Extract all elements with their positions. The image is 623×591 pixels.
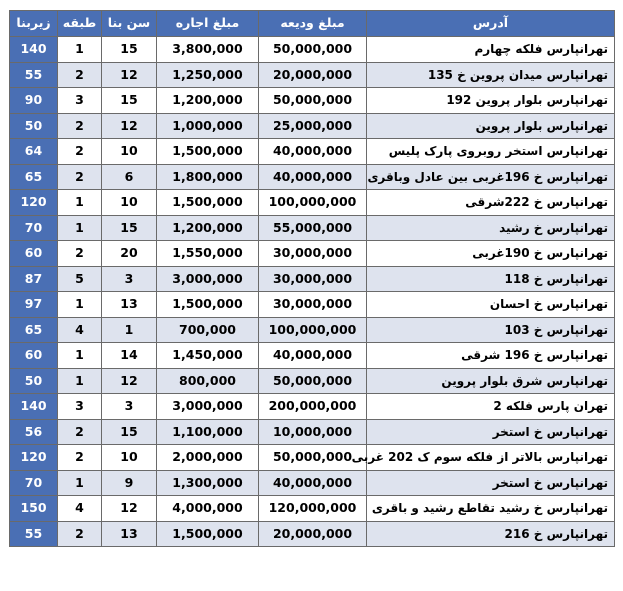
cell-age: 20 [102, 241, 157, 267]
cell-area: 87 [10, 266, 58, 292]
cell-deposit: 25,000,000 [259, 113, 367, 139]
cell-rent: 1,100,000 [157, 419, 259, 445]
cell-address: تهرانپارس خ رشید تقاطع رشید و باقری [367, 496, 615, 522]
cell-floor: 2 [58, 419, 102, 445]
table-row [10, 215, 615, 241]
table-row [10, 368, 615, 394]
cell-floor: 2 [58, 241, 102, 267]
cell-deposit: 100,000,000 [259, 317, 367, 343]
cell-address: تهرانپارس خ 196غربی بین عادل وباقری [367, 164, 615, 190]
cell-rent: 3,800,000 [157, 37, 259, 63]
cell-area: 55 [10, 62, 58, 88]
table-row [10, 496, 615, 522]
cell-area: 64 [10, 139, 58, 165]
cell-address: تهرانپارس خ 190غربی [367, 241, 615, 267]
cell-rent: 1,250,000 [157, 62, 259, 88]
cell-rent: 1,800,000 [157, 164, 259, 190]
cell-area: 140 [10, 394, 58, 420]
cell-rent: 700,000 [157, 317, 259, 343]
cell-area: 120 [10, 190, 58, 216]
cell-rent: 1,200,000 [157, 215, 259, 241]
cell-floor: 2 [58, 62, 102, 88]
header-rent: مبلغ اجاره [157, 11, 259, 37]
header-deposit: مبلغ ودیعه [259, 11, 367, 37]
cell-age: 10 [102, 139, 157, 165]
cell-area: 50 [10, 368, 58, 394]
cell-floor: 1 [58, 470, 102, 496]
cell-age: 1 [102, 317, 157, 343]
cell-rent: 1,200,000 [157, 88, 259, 114]
cell-area: 70 [10, 470, 58, 496]
cell-area: 50 [10, 113, 58, 139]
cell-deposit: 50,000,000 [259, 445, 367, 471]
cell-address: تهران پارس فلکه 2 [367, 394, 615, 420]
cell-address: تهرانپارس خ احسان [367, 292, 615, 318]
table-row [10, 292, 615, 318]
cell-address: تهرانپارس فلکه چهارم [367, 37, 615, 63]
cell-rent: 1,300,000 [157, 470, 259, 496]
cell-age: 10 [102, 190, 157, 216]
listing-table-container [9, 10, 614, 547]
cell-area: 55 [10, 521, 58, 547]
cell-rent: 1,500,000 [157, 190, 259, 216]
cell-rent: 1,550,000 [157, 241, 259, 267]
cell-rent: 2,000,000 [157, 445, 259, 471]
cell-floor: 2 [58, 164, 102, 190]
cell-area: 65 [10, 317, 58, 343]
cell-deposit: 20,000,000 [259, 521, 367, 547]
cell-age: 12 [102, 368, 157, 394]
cell-age: 13 [102, 521, 157, 547]
cell-floor: 2 [58, 521, 102, 547]
cell-area: 60 [10, 343, 58, 369]
cell-deposit: 120,000,000 [259, 496, 367, 522]
table-row [10, 521, 615, 547]
cell-area: 140 [10, 37, 58, 63]
cell-age: 12 [102, 62, 157, 88]
cell-age: 9 [102, 470, 157, 496]
table-row [10, 241, 615, 267]
cell-address: تهرانپارس خ 222شرقی [367, 190, 615, 216]
cell-deposit: 50,000,000 [259, 368, 367, 394]
cell-address: تهرانپارس خ استخر [367, 419, 615, 445]
cell-age: 6 [102, 164, 157, 190]
table-row [10, 88, 615, 114]
rental-listings-table [9, 10, 615, 547]
table-row [10, 266, 615, 292]
cell-floor: 1 [58, 37, 102, 63]
cell-deposit: 30,000,000 [259, 241, 367, 267]
cell-area: 90 [10, 88, 58, 114]
cell-age: 10 [102, 445, 157, 471]
cell-rent: 1,000,000 [157, 113, 259, 139]
cell-age: 12 [102, 496, 157, 522]
cell-address: تهرانپارس خ رشید [367, 215, 615, 241]
header-address: آدرس [367, 11, 615, 37]
cell-deposit: 40,000,000 [259, 343, 367, 369]
cell-age: 3 [102, 266, 157, 292]
cell-deposit: 55,000,000 [259, 215, 367, 241]
cell-address: تهرانپارس شرق بلوار پروین [367, 368, 615, 394]
table-row [10, 139, 615, 165]
cell-floor: 1 [58, 215, 102, 241]
cell-rent: 800,000 [157, 368, 259, 394]
table-row [10, 62, 615, 88]
cell-floor: 2 [58, 113, 102, 139]
cell-age: 15 [102, 88, 157, 114]
table-row [10, 113, 615, 139]
cell-floor: 4 [58, 317, 102, 343]
cell-address: تهرانپارس بلوار پروین [367, 113, 615, 139]
cell-deposit: 10,000,000 [259, 419, 367, 445]
cell-floor: 1 [58, 292, 102, 318]
cell-deposit: 40,000,000 [259, 164, 367, 190]
cell-age: 12 [102, 113, 157, 139]
header-age: سن بنا [102, 11, 157, 37]
cell-address: تهرانپارس بلوار پروین 192 [367, 88, 615, 114]
cell-floor: 2 [58, 139, 102, 165]
cell-age: 3 [102, 394, 157, 420]
cell-address: تهرانپارس استخر روبروی پارک پلیس [367, 139, 615, 165]
cell-age: 13 [102, 292, 157, 318]
table-row [10, 190, 615, 216]
cell-area: 65 [10, 164, 58, 190]
table-row [10, 343, 615, 369]
cell-floor: 3 [58, 88, 102, 114]
cell-floor: 5 [58, 266, 102, 292]
table-row [10, 419, 615, 445]
cell-floor: 3 [58, 394, 102, 420]
cell-deposit: 30,000,000 [259, 292, 367, 318]
cell-area: 70 [10, 215, 58, 241]
cell-rent: 1,500,000 [157, 521, 259, 547]
cell-address: تهرانپارس خ 118 [367, 266, 615, 292]
cell-deposit: 40,000,000 [259, 470, 367, 496]
cell-age: 15 [102, 419, 157, 445]
cell-deposit: 30,000,000 [259, 266, 367, 292]
cell-age: 14 [102, 343, 157, 369]
cell-area: 60 [10, 241, 58, 267]
cell-rent: 3,000,000 [157, 394, 259, 420]
cell-floor: 1 [58, 190, 102, 216]
cell-address: تهرانپارس خ 103 [367, 317, 615, 343]
header-floor: طبقه [58, 11, 102, 37]
cell-area: 120 [10, 445, 58, 471]
cell-rent: 4,000,000 [157, 496, 259, 522]
cell-deposit: 20,000,000 [259, 62, 367, 88]
cell-floor: 1 [58, 343, 102, 369]
cell-deposit: 50,000,000 [259, 88, 367, 114]
table-row [10, 470, 615, 496]
cell-deposit: 40,000,000 [259, 139, 367, 165]
cell-rent: 1,500,000 [157, 292, 259, 318]
cell-rent: 3,000,000 [157, 266, 259, 292]
cell-address: تهرانپارس میدان پروین خ 135 [367, 62, 615, 88]
table-row [10, 394, 615, 420]
cell-address: تهرانپارس بالاتر از فلکه سوم ک 202 غربی [367, 445, 615, 471]
table-row [10, 317, 615, 343]
cell-area: 150 [10, 496, 58, 522]
cell-rent: 1,450,000 [157, 343, 259, 369]
table-row [10, 164, 615, 190]
cell-deposit: 200,000,000 [259, 394, 367, 420]
header-row [10, 11, 615, 37]
header-area: زیربنا [10, 11, 58, 37]
cell-age: 15 [102, 215, 157, 241]
cell-deposit: 50,000,000 [259, 37, 367, 63]
table-row [10, 37, 615, 63]
cell-floor: 2 [58, 445, 102, 471]
cell-address: تهرانپارس خ 196 شرقی [367, 343, 615, 369]
cell-address: تهرانپارس خ 216 [367, 521, 615, 547]
cell-area: 56 [10, 419, 58, 445]
cell-address: تهرانپارس خ استخر [367, 470, 615, 496]
cell-floor: 1 [58, 368, 102, 394]
cell-rent: 1,500,000 [157, 139, 259, 165]
cell-floor: 4 [58, 496, 102, 522]
cell-area: 97 [10, 292, 58, 318]
cell-deposit: 100,000,000 [259, 190, 367, 216]
table-row [10, 445, 615, 471]
cell-age: 15 [102, 37, 157, 63]
